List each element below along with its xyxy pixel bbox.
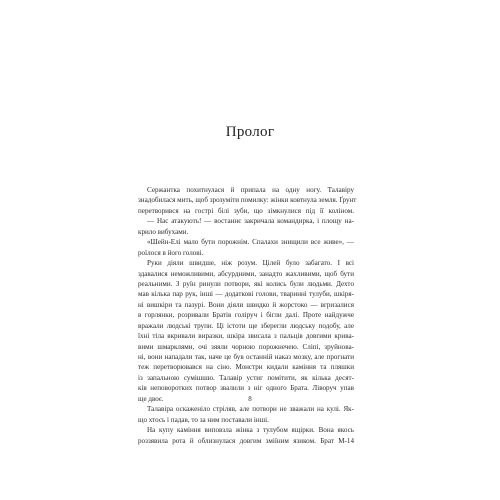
text-line: реальними. З руїн ринули потвори, які колись були людьми. Дехто xyxy=(138,279,354,288)
text-line: На купу каміння виповзла жінка з тулубом ящірки. Вона якось xyxy=(147,426,354,435)
page-number: 8 xyxy=(248,395,252,403)
text-line: що хтось і падав, то за ним поставали інші. xyxy=(138,415,269,424)
text-line: Руки діяли швидше, ніж розум. Цілей було забагато. І всі xyxy=(147,259,354,268)
text-line: «Шейн-Елі мало бути порожнім. Спалахи знищили все живе», — xyxy=(147,238,354,247)
text-line: Талавіра оскаженіло стріляв, але потвори не зважали на кулі. Як- xyxy=(147,405,354,414)
text-line: перетворився на гострі білі зуби, що зімкнулися під її коліном. xyxy=(138,206,354,215)
text-line: із запальною сумішшю. Талавір устиг помітити, як кілька десят- xyxy=(138,373,354,382)
body-text xyxy=(138,185,357,446)
text-line: Сержантка похитнулася й припала на одну ногу. Талавіру xyxy=(147,186,354,194)
text-line: теж перетворювався на сіно. Монстри кидали каміння та пляшки xyxy=(138,363,354,372)
text-line: ні вишкіри та пазурі. Вони діяли швидко й жорстоко — вгризалися xyxy=(138,300,354,309)
text-line: вими шмарклями, очі зяяли чорною порожнечею. Сліпі, зруйнова- xyxy=(138,342,354,351)
text-line: знадобилася мить, щоб зрозуміти помилку: жінки ковтнула земля. Ґрунт xyxy=(138,196,357,205)
text-line: роїлося в його голові. xyxy=(138,248,204,257)
text-line: крило вибухами. xyxy=(138,227,189,236)
text-line: мав кілька пар рук, інші — додаткові голови, тваринні тулуби, шкіря- xyxy=(138,290,354,299)
text-line: вражали людські трупи. Ці істоти ще зберегли людську подобу, але xyxy=(138,321,354,330)
text-line: в горлянки, розривали Братів голіруч і бігли далі. Проте найдужче xyxy=(138,311,354,320)
text-line: їхні тіла вкривали виразки, шкіра звисала з пальців довгими крива- xyxy=(138,332,354,341)
text-line: ні, вони нападали так, наче це був останній наказ мозку, але прогнати xyxy=(138,353,354,361)
chapter-title: Пролог xyxy=(225,124,275,140)
text-line: ще двоє. xyxy=(138,394,164,403)
text-line: роззявила рота й облизнулася довгим зміїним язиком. Брат М-14 xyxy=(138,436,354,445)
text-line: — Нас атакують! — востаннє закричала командирка, і площу на- xyxy=(147,217,354,226)
text-line: здавалися неможливими, абсурдними, занадто жахливими, щоб бути xyxy=(138,269,354,278)
text-line: ків неповоротких потвор звалили з ніг одного Брата. Ліворуч упав xyxy=(138,384,354,393)
